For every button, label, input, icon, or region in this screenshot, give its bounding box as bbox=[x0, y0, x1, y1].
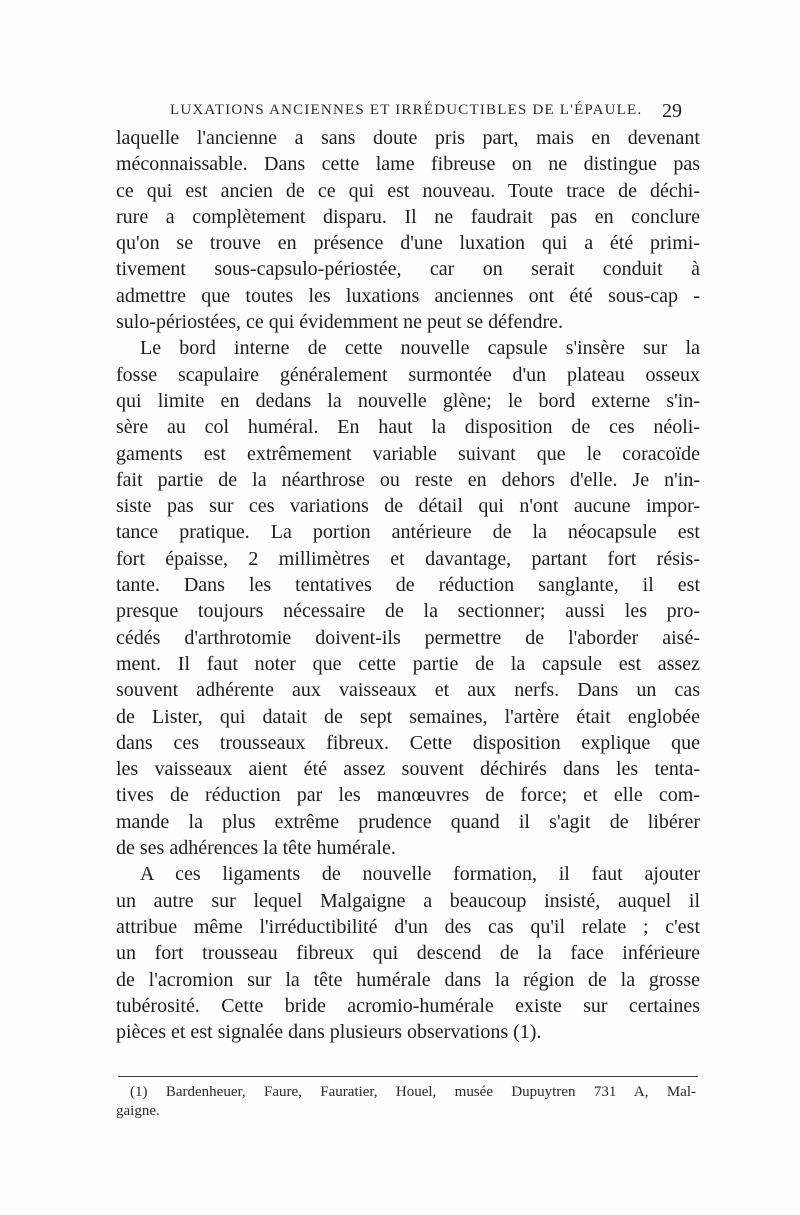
text-line: souvent adhérente aux vaisseaux et aux nerfs. Dans un cas bbox=[116, 679, 700, 702]
text-line: ce qui est ancien de ce qui est nouveau. Toute trace de déchi- bbox=[116, 179, 700, 202]
text-line: méconnaissable. Dans cette lame fibreuse on ne distingue pas bbox=[116, 153, 700, 176]
footnote-rule bbox=[118, 1076, 698, 1077]
text-line: cédés d'arthrotomie doivent-ils permettre de l'aborder aisé- bbox=[116, 626, 700, 649]
text-line: de l'acromion sur la tête humérale dans la région de la grosse bbox=[116, 968, 700, 991]
text-line: tivement sous-capsulo-périostée, car on serait conduit à bbox=[116, 258, 700, 281]
page-number: 29 bbox=[662, 100, 682, 122]
text-line: laquelle l'ancienne a sans doute pris part, mais en devenant bbox=[116, 127, 700, 149]
text-line: ment. Il faut noter que cette partie de la capsule est assez bbox=[116, 652, 700, 675]
body-text bbox=[116, 125, 700, 1075]
text-line: fosse scapulaire généralement surmontée d'un plateau osseux bbox=[116, 363, 700, 386]
text-line: les vaisseaux aient été assez souvent déchirés dans les tenta- bbox=[116, 758, 700, 781]
text-line: attribue même l'irréductibilité d'un des cas qu'il relate ; c'est bbox=[116, 915, 700, 938]
text-line: fort épaisse, 2 millimètres et davantage, partant fort résis- bbox=[116, 547, 700, 570]
text-line: admettre que toutes les luxations anciennes ont été sous-cap - bbox=[116, 284, 700, 307]
text-line: Le bord interne de cette nouvelle capsule s'insère sur la bbox=[140, 337, 700, 360]
text-line: fait partie de la néarthrose ou reste en dehors d'elle. Je n'in- bbox=[116, 468, 700, 491]
text-line: un fort trousseau fibreux qui descend de la face inférieure bbox=[116, 942, 700, 965]
footnote bbox=[116, 1083, 696, 1121]
text-line: qu'on se trouve en présence d'une luxation qui a été primi- bbox=[116, 232, 700, 255]
text-line: de ses adhérences la tête humérale. bbox=[116, 837, 396, 860]
text-line: sulo-périostées, ce qui évidemment ne peut se défendre. bbox=[116, 311, 564, 334]
footnote-line: gaigne. bbox=[116, 1103, 160, 1119]
text-line: tante. Dans les tentatives de réduction sanglante, il est bbox=[116, 574, 700, 597]
text-line: sère au col huméral. En haut la disposition de ces néoli- bbox=[116, 416, 700, 439]
text-line: qui limite en dedans la nouvelle glène; le bord externe s'in- bbox=[116, 389, 700, 412]
text-line: tives de réduction par les manœuvres de force; et elle com- bbox=[116, 784, 700, 807]
running-head: LUXATIONS ANCIENNES ET IRRÉDUCTIBLES DE L'ÉPAULE. bbox=[170, 102, 643, 118]
text-line: gaments est extrêmement variable suivant que le coracoïde bbox=[116, 442, 700, 465]
footnote-line: (1) Bardenheuer, Faure, Fauratier, Houel, musée Dupuytren 731 A, Mal- bbox=[130, 1084, 696, 1100]
text-line: tance pratique. La portion antérieure de la néocapsule est bbox=[116, 521, 700, 544]
text-line: pièces et est signalée dans plusieurs observations (1). bbox=[116, 1021, 542, 1044]
text-line: tubérosité. Cette bride acromio-humérale existe sur certaines bbox=[116, 994, 700, 1017]
text-line: un autre sur lequel Malgaigne a beaucoup insisté, auquel il bbox=[116, 889, 700, 912]
text-line: presque toujours nécessaire de la sectionner; aussi les pro- bbox=[116, 600, 700, 623]
text-line: dans ces trousseaux fibreux. Cette disposition explique que bbox=[116, 731, 700, 754]
text-line: de Lister, qui datait de sept semaines, l'artère était englobée bbox=[116, 705, 700, 728]
text-line: mande la plus extrême prudence quand il s'agit de libérer bbox=[116, 810, 700, 833]
text-line: A ces ligaments de nouvelle formation, il faut ajouter bbox=[140, 863, 700, 886]
page-header bbox=[170, 100, 690, 124]
text-line: rure a complètement disparu. Il ne faudrait pas en conclure bbox=[116, 205, 700, 228]
text-line: siste pas sur ces variations de détail qui n'ont aucune impor- bbox=[116, 495, 700, 518]
